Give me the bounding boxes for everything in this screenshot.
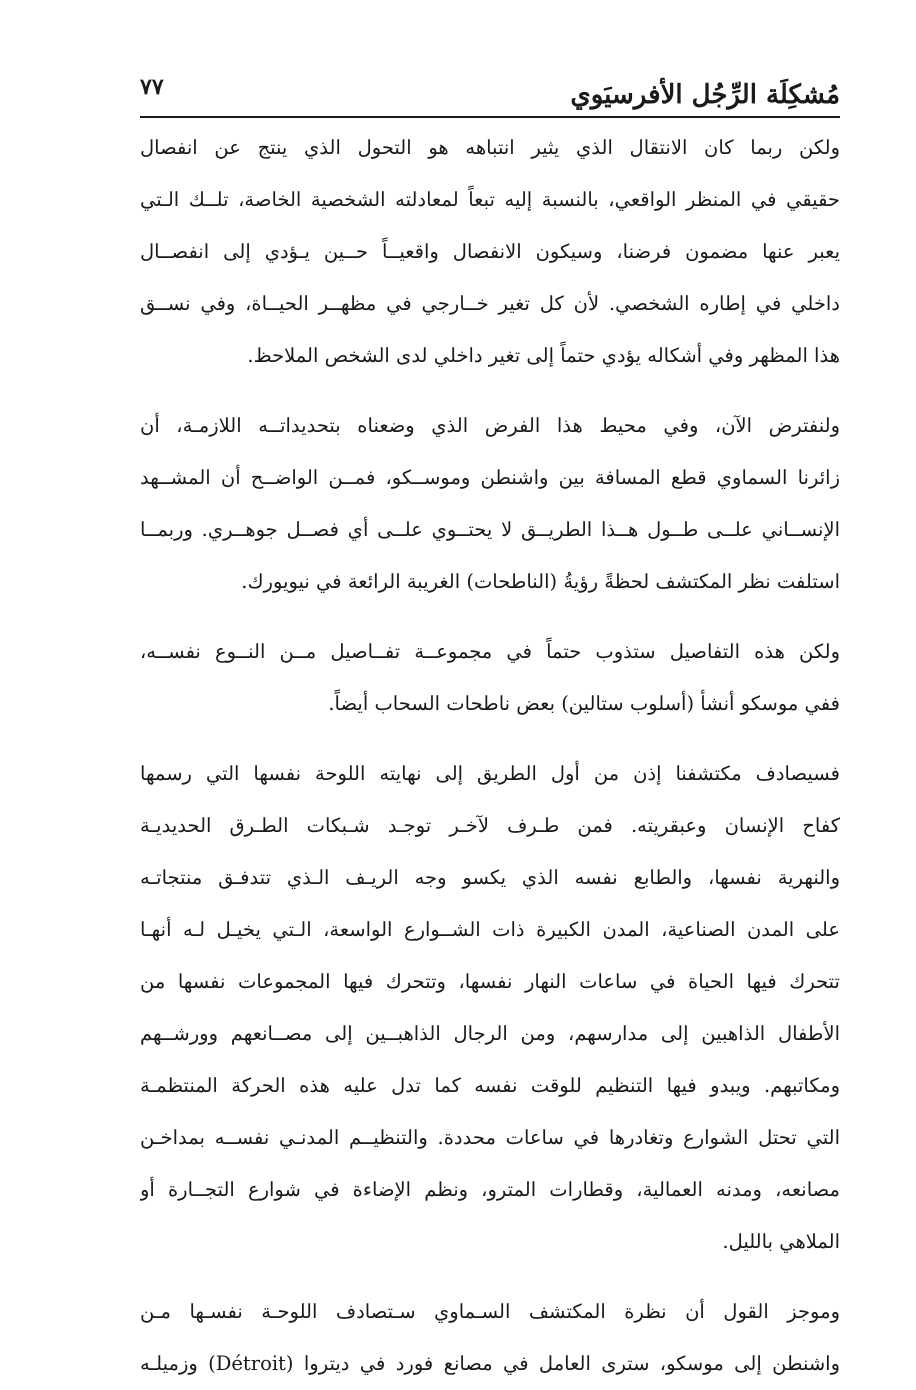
text-line: حقيقي في المنظر الواقعي، بالنسبة إليه تبعاً لمعادلته الشخصية الخاصة، تلــك الـتي bbox=[140, 188, 840, 211]
text-line: فسيصادف مكتشفنا إذن من أول الطريق إلى نهايته اللوحة نفسها التي رسمها bbox=[140, 762, 840, 785]
text-line: الأطفال الذاهبين إلى مدارسهم، ومن الرجال الذاهبــين إلى مصــانعهم وورشــهم bbox=[140, 1022, 840, 1045]
body-text bbox=[140, 122, 840, 1390]
text-line: داخلي في إطاره الشخصي. لأن كل تغير خــارجي في مظهــر الحيــاة، وفي نســق bbox=[140, 292, 840, 315]
text-line: هذا المظهر وفي أشكاله يؤدي حتماً إلى تغير داخلي لدى الشخص الملاحظ. bbox=[247, 344, 840, 367]
text-line: واشنطن إلى موسكو، سترى العامل في مصانع فورد في ديترو‌ا (Détroit) وزميلـه bbox=[140, 1352, 840, 1375]
text-line: ولنفترض الآن، وفي محيط هذا الفرض الذي وضعناه بتحديداتــه اللازمـة، أن bbox=[140, 414, 840, 437]
paragraph-1 bbox=[140, 122, 840, 382]
running-title: مُشكِلَة الرِّجُل الأفرسيَوي bbox=[570, 80, 840, 110]
text-line: التي تحتل الشوارع وتغادرها في ساعات محددة. والتنظيــم المدنـي نفســه بمداخـن bbox=[140, 1126, 840, 1149]
text-line: يعبر عنها مضمون فرضنا، وسيكون الانفصال واقعيــاً حــين يـؤدي إلى انفصــال bbox=[140, 240, 840, 263]
header-rule bbox=[140, 116, 840, 118]
page-number: ٧٧ bbox=[140, 74, 164, 100]
text-line: كفاح الإنسان وعبقريته. فمن طـرف لآخـر توجـد شـبكات الطـرق الحديديـة bbox=[140, 814, 840, 837]
text-line: الملاهي بالليل. bbox=[722, 1230, 840, 1253]
text-line: تتحرك فيها الحياة في ساعات النهار نفسها، وتتحرك فيها المجموعات نفسها من bbox=[140, 970, 840, 993]
text-line: والنهرية نفسها، والطابع نفسه الذي يكسو وجه الريـف الـذي تتدفـق منتجاتـه bbox=[140, 866, 840, 889]
text-line: ففي موسكو أنشأ (أسلوب ستالين) بعض ناطحات السحاب أيضاً. bbox=[328, 692, 840, 715]
running-head bbox=[140, 66, 840, 116]
paragraph-gap bbox=[140, 1268, 840, 1286]
paragraph-gap bbox=[140, 382, 840, 400]
paragraph-5 bbox=[140, 1286, 840, 1390]
text-line: الإنســاني علــى طــول هــذا الطريــق لا يحتــوي علــى أي فصــل جوهــري. وربمــا bbox=[140, 518, 840, 541]
paragraph-gap bbox=[140, 608, 840, 626]
paragraph-3 bbox=[140, 626, 840, 730]
text-line: زائرنا السماوي قطع المسافة بين واشنطن وموســكو، فمــن الواضــح أن المشــهد bbox=[140, 466, 840, 489]
text-line: وموجز القول أن نظرة المكتشف السـماوي سـتصادف اللوحـة نفسـها مـن bbox=[140, 1300, 840, 1323]
paragraph-2 bbox=[140, 400, 840, 608]
text-line: على المدن الصناعية، المدن الكبيرة ذات الشــوارع الواسعة، الـتي يخيـل لـه أنهـا bbox=[140, 918, 840, 941]
text-line: ولكن هذه التفاصيل ستذوب حتماً في مجموعــة تفــاصيل مــن النــوع نفســه، bbox=[140, 640, 840, 663]
text-line: مصانعه، ومدنه العمالية، وقطارات المترو، ونظم الإضاءة في شوارع التجــارة أو bbox=[140, 1178, 840, 1201]
paragraph-4 bbox=[140, 748, 840, 1268]
text-line: ومكاتبهم. ويبدو فيها التنظيم للوقت نفسه كما تدل عليه هذه الحركة المنتظمـة bbox=[140, 1074, 840, 1097]
text-line: ولكن ربما كان الانتقال الذي يثير انتباهه هو التحول الذي ينتج عن انفصال bbox=[140, 136, 840, 159]
paragraph-gap bbox=[140, 730, 840, 748]
text-line: استلفت نظر المكتشف لحظةً رؤيةُ (الناطحات) الغريبة الرائعة في نيويورك. bbox=[241, 570, 840, 593]
